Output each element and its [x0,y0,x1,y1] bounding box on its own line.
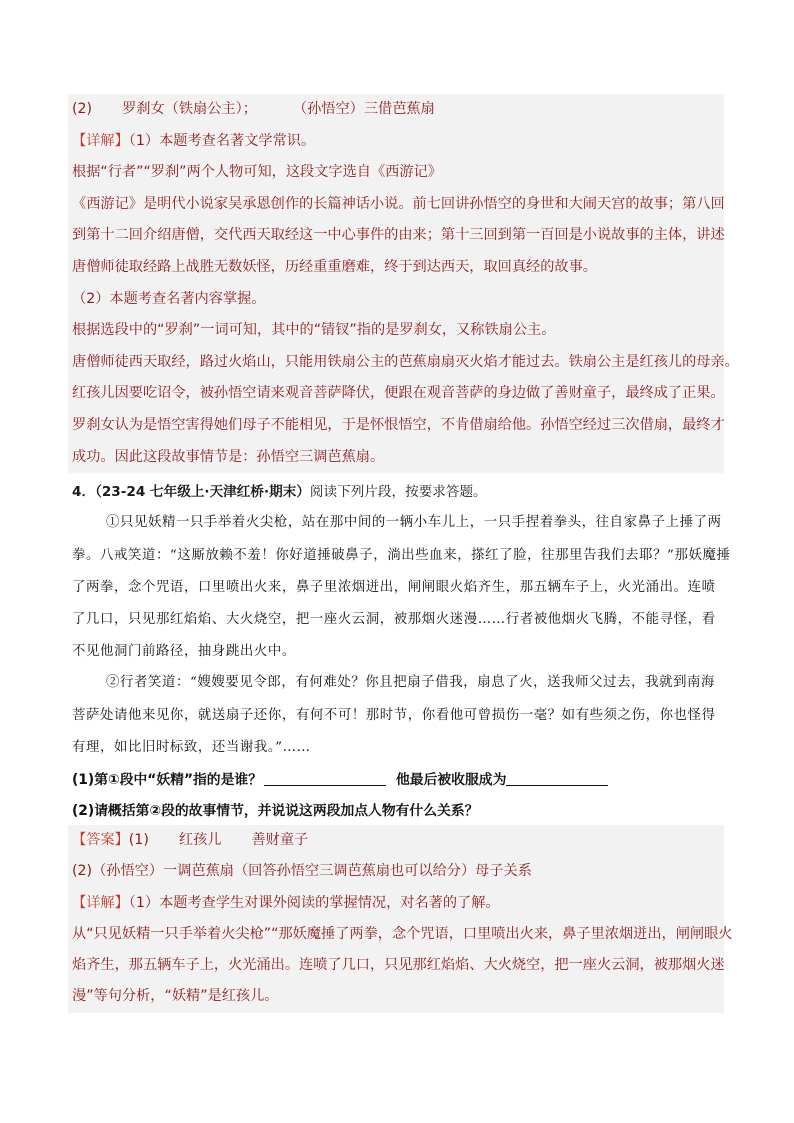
passage-line: 有理，如比旧时标致，还当谢我。”…… [72,740,311,755]
answer-block-bottom [68,825,733,1013]
answer-line [68,825,724,856]
answer-blank[interactable] [264,771,386,786]
sub-question-2: (2)请概括第②段的故事情节，并说说这两段加点人物有什么关系？ [72,803,479,819]
sub-question-text: (1)第①段中“妖精”指的是谁？ [72,772,262,788]
passage-line: 了两拳，念个咒语，口里喷出火来，鼻子里浓烟迸出，闸闸眼火焰齐生，那五辆车子上，火光涌出。连喷 [72,580,716,595]
explanation-line: 从“只见妖精一只手举着火尖枪”“那妖魔捶了两拳，念个咒语，口里喷出火来，鼻子里浓烟迸出，闸闸眼火 [72,925,733,942]
passage-line: ②行者笑道：“嫂嫂要见令郎，有何难处？你且把扇子借我，扇息了火，送我师父过去，我就到南海 [106,675,716,690]
explanation-line: 根据选段中的“罗刹”一词可知，其中的“锖钗”指的是罗刹女，又称铁扇公主。 [72,322,556,339]
passage-paragraph-2 [72,673,715,693]
answer-line [68,94,724,126]
explanation-tag: 【详解】 [72,894,129,911]
passage-paragraph-1 [72,513,722,533]
explanation-line: 罗刹女认为是悟空害得她们母子不能相见，于是怀恨悟空，不肯借扇给他。孙悟空经过三次借扇，最终才 [72,416,725,433]
explanation-line: （2）本题考查名著内容掌握。 [72,290,266,307]
question-instruction: 阅读下列片段，按要求答题。 [309,484,487,500]
explanation-line: 焰齐生，那五辆车子上，火光涌出。连喷了几口，只见那红焰焰、大火烧空，把一座火云洞，被那烟火迷 [72,957,725,974]
explanation-line: 到第十二回介绍唐僧，交代西天取经这一中心事件的由来；第十三回到第一百回是小说故事的主体，讲述 [72,227,725,244]
passage-line: 菩萨处请他来见你，就送扇子还你，有何不可！那时节，你看他可曾损伤一毫？如有些须之伤，你也怪得 [72,708,716,723]
question-title [72,481,487,503]
explanation-tag: 【详解】 [72,132,129,149]
answer-text: 罗刹女（铁扇公主）； [122,101,257,117]
answer-text: （孙悟空）三借芭蕉扇 [292,101,435,117]
explanation-line: 《西游记》是明代小说家吴承恩创作的长篇神话小说。前七回讲孙悟空的身世和大闹天宫的故事；第八回 [72,195,725,212]
explanation-text: （1）本题考查名著文学常识。 [128,132,316,149]
explanation-heading [68,126,724,158]
explanation-line: 成功。因此这段故事情节是：孙悟空三调芭蕉扇。 [72,448,385,465]
explanation-line: 根据“行者”“罗刹”两个人物可知，这段文字选自《西游记》 [72,164,442,181]
answer-line: (2)（孙悟空）一调芭蕉扇（回答孙悟空三调芭蕉扇也可以给分）母子关系 [72,863,532,880]
explanation-text: （1）本题考查学生对课外阅读的掌握情况，对名著的了解。 [128,894,500,911]
answer-text: 红孩儿 [178,832,222,848]
answer-block-top [68,94,739,473]
explanation-line: 漫”等句分析，“妖精”是红孩儿。 [72,988,279,1005]
question-source: 4．（23-24 七年级上·天津红桥·期末） [72,484,310,500]
sub-question-text: 他最后被收服成为 [396,772,507,788]
answer-number: (1) [128,832,149,848]
explanation-line: 唐僧师徒取经路上战胜无数妖怪，历经重重磨难，终于到达西天，取回真经的故事。 [72,258,597,275]
answer-number: (2) [72,101,93,117]
passage-line: 拳。八戒笑道：“这厮放赖不羞！你好道捶破鼻子，淌出些血来，搽红了脸，往那里告我们去耶？”那妖魔捶 [72,548,731,563]
answer-text: 善财童子 [251,832,309,848]
answer-blank[interactable] [506,771,608,786]
explanation-line: 唐僧师徒西天取经，路过火焰山，只能用铁扇公主的芭蕉扇扇灭火焰才能过去。铁扇公主是红孩儿的母亲。 [72,353,739,370]
explanation-heading [68,888,724,919]
explanation-line: 红孩儿因要吃诏令，被孙悟空请来观音菩萨降伏，便跟在观音菩萨的身边做了善财童子，最终成了正果。 [72,385,725,402]
sub-question-1 [72,769,608,791]
passage-line: 不见他洞门前路径，抽身跳出火中。 [72,644,296,659]
answer-tag: 【答案】 [72,832,129,848]
passage-line: ①只见妖精一只手举着火尖枪，站在那中间的一辆小车儿上，一只手捏着拳头，往自家鼻子上捶了两 [106,515,722,530]
passage-line: 了几口，只见那红焰焰、大火烧空，把一座火云洞，被那烟火迷漫……行者被他烟火飞腾，不能寻怪，看 [72,612,716,627]
